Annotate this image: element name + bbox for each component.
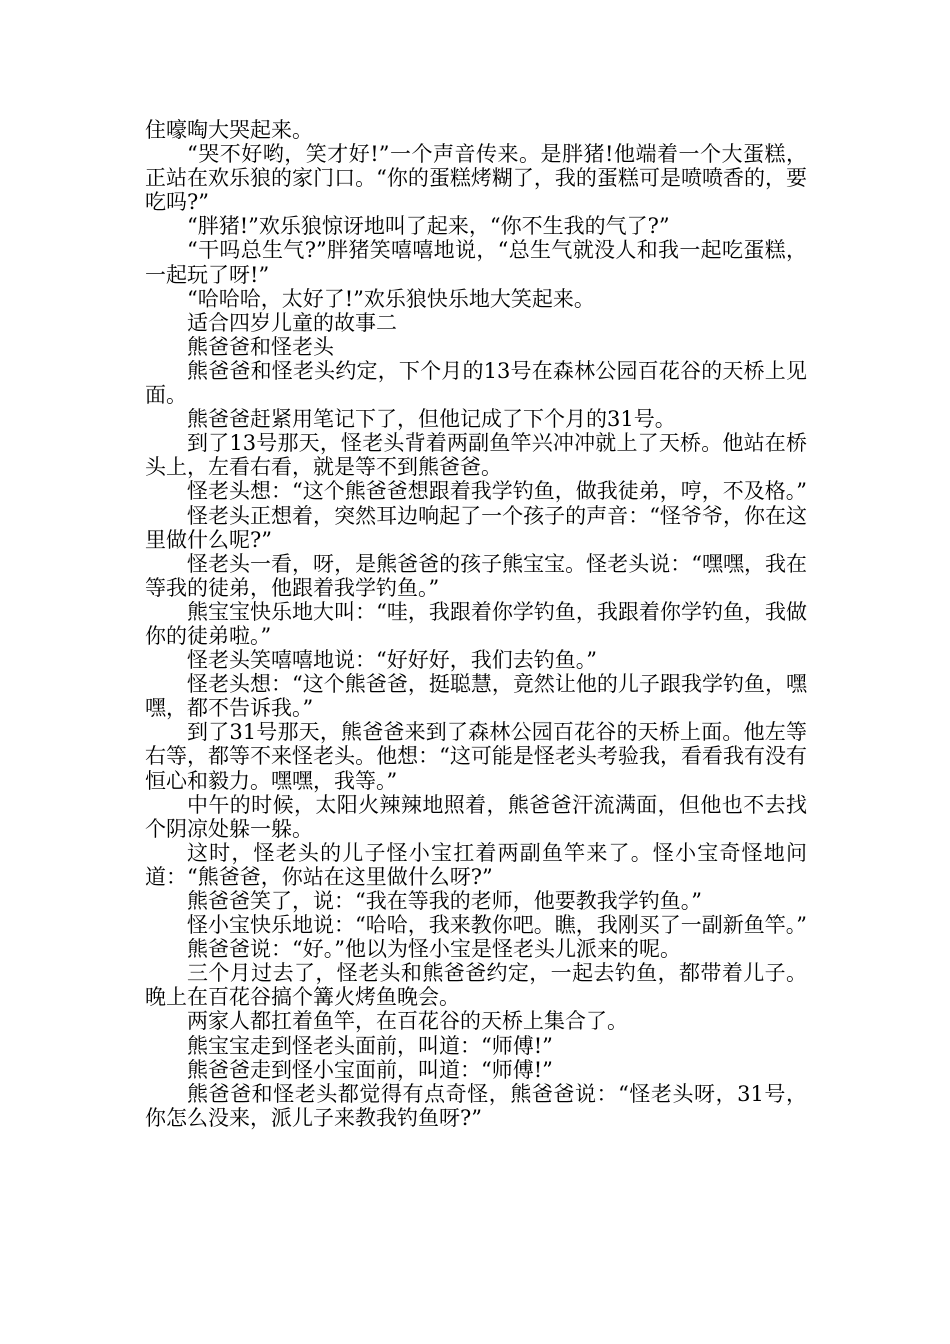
story-title: 熊爸爸和怪老头 <box>187 334 334 359</box>
paragraph: 熊爸爸和怪老头都觉得有点奇怪，熊爸爸说：“怪老头呀，31号，你怎么没来，派儿子来教我钓鱼呀?” <box>145 1081 807 1130</box>
paragraph: 怪小宝快乐地说：“哈哈，我来教你吧。瞧，我刚买了一副新鱼竿。” <box>187 913 807 938</box>
paragraph: 怪老头笑嘻嘻地说：“好好好，我们去钓鱼。” <box>187 648 597 673</box>
paragraph: “哈哈哈，太好了!”欢乐狼快乐地大笑起来。 <box>187 286 595 311</box>
paragraph: 怪老头一看，呀，是熊爸爸的孩子熊宝宝。怪老头说：“嘿嘿，我在等我的徒弟，他跟着我学钓鱼。” <box>145 551 807 600</box>
paragraph: 中午的时候，太阳火辣辣地照着，熊爸爸汗流满面，但他也不去找个阴凉处躲一躲。 <box>145 792 807 841</box>
paragraph: 熊爸爸赶紧用笔记下了，但他记成了下个月的31号。 <box>187 407 676 432</box>
paragraph: 到了31号那天，熊爸爸来到了森林公园百花谷的天桥上面。他左等右等，都等不来怪老头。他想：“这可能是怪老头考验我，看看我有没有恒心和毅力。嘿嘿，我等。” <box>145 720 807 793</box>
paragraph: 怪老头正想着，突然耳边响起了一个孩子的声音：“怪爷爷，你在这里做什么呢?” <box>145 503 807 552</box>
paragraph: 熊爸爸笑了，说：“我在等我的老师，他要教我学钓鱼。” <box>187 889 702 913</box>
paragraph: 两家人都扛着鱼竿，在百花谷的天桥上集合了。 <box>187 1009 628 1034</box>
story-text <box>145 118 807 1130</box>
paragraph: 熊爸爸走到怪小宝面前，叫道：“师傅!” <box>187 1057 553 1082</box>
paragraph: 这时，怪老头的儿子怪小宝扛着两副鱼竿来了。怪小宝奇怪地问道：“熊爸爸，你站在这里做什么呀?” <box>145 840 807 889</box>
paragraph: “干吗总生气?”胖猪笑嘻嘻地说，“总生气就没人和我一起吃蛋糕，一起玩了呀!” <box>145 238 807 287</box>
paragraph-continuation: 住嚎啕大哭起来。 <box>145 118 313 142</box>
paragraph: 熊爸爸和怪老头约定，下个月的13号在森林公园百花谷的天桥上见面。 <box>145 358 807 408</box>
paragraph: 怪老头想：“这个熊爸爸，挺聪慧，竟然让他的儿子跟我学钓鱼，嘿嘿，都不告诉我。” <box>145 672 807 721</box>
paragraph: 到了13号那天，怪老头背着两副鱼竿兴冲冲就上了天桥。他站在桥头上，左看右看，就是等不到熊爸爸。 <box>145 431 807 480</box>
paragraph: “胖猪!”欢乐狼惊讶地叫了起来，“你不生我的气了?” <box>187 214 670 239</box>
section-heading: 适合四岁儿童的故事二 <box>187 310 397 335</box>
paragraph: 三个月过去了，怪老头和熊爸爸约定，一起去钓鱼，都带着儿子。晚上在百花谷搞个篝火烤鱼晚会。 <box>145 961 807 1010</box>
paragraph: “哭不好哟，笑才好!”一个声音传来。是胖猪!他端着一个大蛋糕，正站在欢乐狼的家门口。“你的蛋糕烤糊了，我的蛋糕可是喷喷香的，要吃吗?” <box>145 142 807 215</box>
paragraph: 怪老头想：“这个熊爸爸想跟着我学钓鱼，做我徒弟，哼，不及格。” <box>187 479 807 504</box>
paragraph: 熊宝宝快乐地大叫：“哇，我跟着你学钓鱼，我跟着你学钓鱼，我做你的徒弟啦。” <box>145 599 807 648</box>
paragraph: 熊宝宝走到怪老头面前，叫道：“师傅!” <box>187 1033 553 1058</box>
paragraph: 熊爸爸说：“好。”他以为怪小宝是怪老头儿派来的呢。 <box>187 937 681 962</box>
